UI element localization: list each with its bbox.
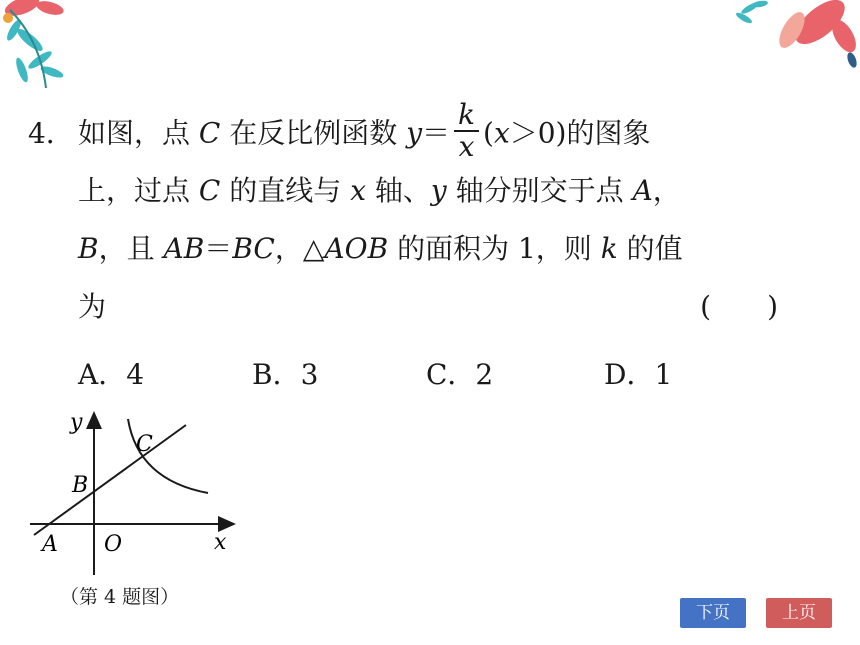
label-y: y [70,410,83,435]
text-segment: 为 [78,290,107,323]
problem-line-2 [28,162,808,220]
label-o: O [104,532,123,557]
floral-decoration-left [0,0,120,95]
point-c-label: C [198,174,221,207]
text-segment: ，且 [98,232,155,265]
label-b: B [72,473,89,498]
text-segment: 轴分别交于点 [455,174,624,207]
problem-text [28,98,808,336]
condition-rest: ＞0) [509,116,567,150]
label-a: A [42,532,58,557]
segment-ab: AB [163,232,205,265]
choice-b[interactable]: B．3 [252,358,319,391]
problem-number: 4． [28,116,74,150]
choice-c[interactable]: C．2 [426,358,494,391]
variable-y: y [430,174,447,207]
text-segment: ，△ [274,232,325,265]
fraction-numerator: k [454,100,479,132]
equals-sign: ＝ [204,232,233,265]
text-segment: 轴、 [374,174,431,207]
variable-y: y [406,116,423,150]
text-segment: 的面积为 1，则 [397,232,592,265]
segment-bc: BC [232,232,275,265]
text-segment: ， [652,174,681,207]
equals-sign: ＝ [422,116,451,150]
text-segment: 上，过点 [78,174,191,207]
label-x: x [214,530,227,555]
condition-open: ( [483,116,494,150]
condition-variable: x [493,116,510,150]
problem-line-1 [28,98,808,163]
point-a-label: A [632,174,653,207]
fraction-k-over-x [454,100,479,162]
point-b-label: B [78,232,99,265]
figure-caption: （第 4 题图） [60,586,180,608]
text-segment: 的图象 [566,116,651,150]
figure-diagram [28,405,268,580]
text-segment: 的值 [626,232,683,265]
answer-blank: ( ) [700,290,778,323]
text-segment: 在反比例函数 [229,116,398,150]
text-segment: 的直线与 [229,174,342,207]
point-c-label: C [198,116,221,150]
choice-d[interactable]: D．1 [604,358,673,391]
variable-x: x [350,174,366,207]
problem-line-4 [28,278,808,336]
floral-decoration-right [720,0,860,80]
fraction-denominator: x [458,130,475,163]
problem-line-3 [28,220,808,278]
text-segment: 如图，点 [78,116,191,150]
line-abc [34,425,186,535]
triangle-aob: AOB [324,232,389,265]
label-c: C [136,432,153,457]
next-page-button[interactable]: 下页 [680,598,746,628]
choice-a[interactable]: A．4 [78,358,145,391]
previous-page-button[interactable]: 上页 [766,598,832,628]
variable-k: k [600,232,618,265]
